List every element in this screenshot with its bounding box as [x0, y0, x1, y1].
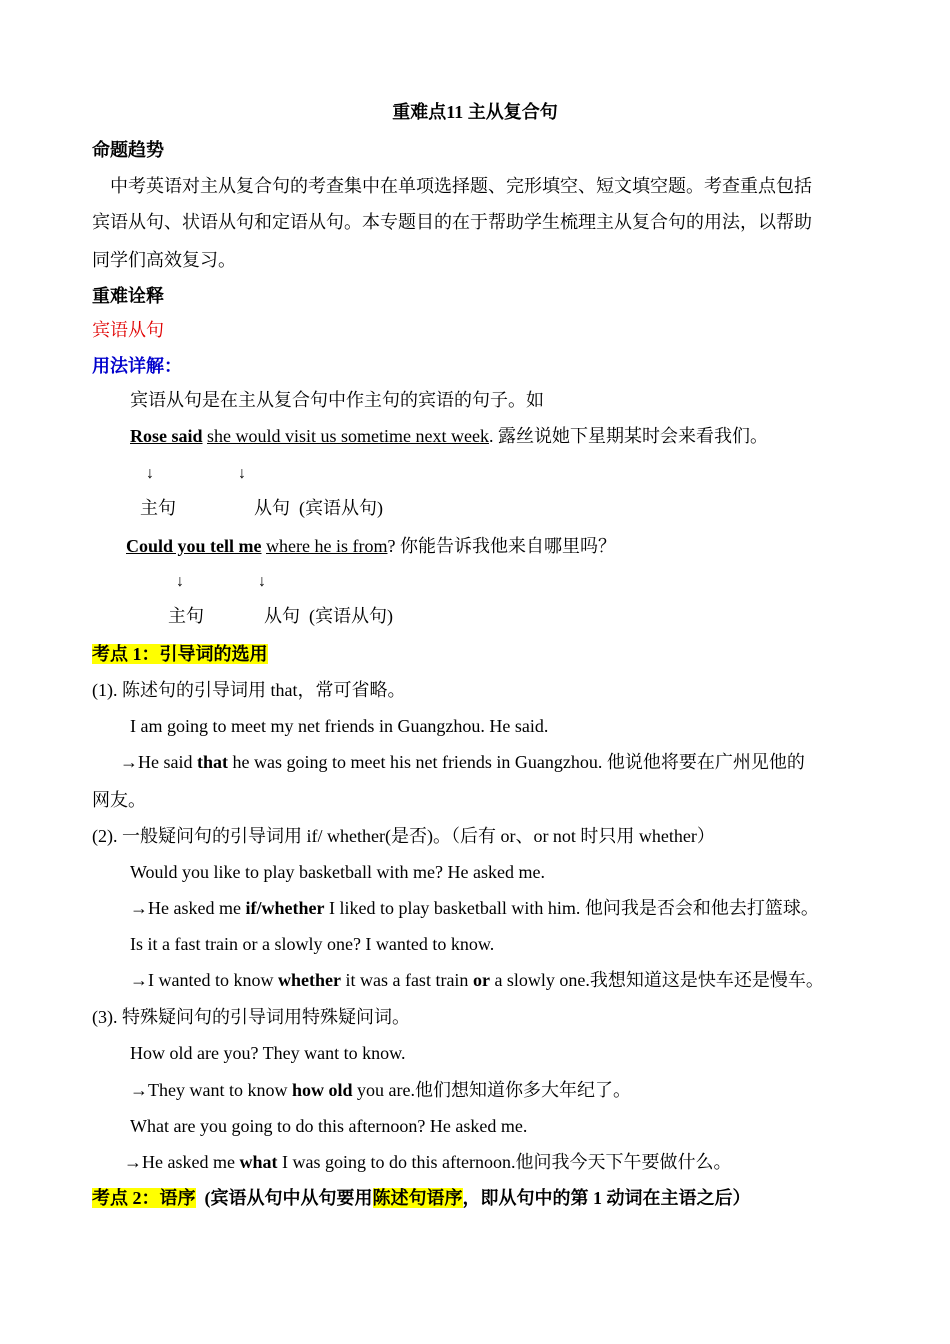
main-clause: Rose said [130, 426, 203, 446]
main-clause-label: 主句 [140, 498, 176, 518]
section-heading-trend: 命题趋势 [92, 140, 164, 160]
rule-3: (3). 特殊疑问句的引导词用特殊疑问词。 [92, 1007, 410, 1027]
rule-3-question-2: What are you going to do this afternoon? He asked me. [130, 1116, 528, 1136]
rule-3-answer: →They want to know how old you are.他们想知道你多大年纪了。 [130, 1080, 631, 1100]
object-clause: where he is from [266, 536, 388, 556]
down-arrow-icon: ↓ [238, 465, 246, 482]
trend-paragraph-line: 同学们高效复习。 [92, 250, 236, 270]
right-arrow-icon: → [120, 752, 138, 772]
rule-2-answer: →He asked me if/whether I liked to play basketball with him. 他问我是否会和他去打篮球。 [130, 898, 819, 918]
example-sentence-2 [126, 534, 616, 558]
rule-1-answer: →He said that he was going to meet his net friends in Guangzhou. 他说他将要在广州见他的 [120, 752, 805, 772]
section-heading-explain: 重难诠释 [92, 286, 164, 306]
rule-3-question: How old are you? They want to know. [130, 1043, 406, 1063]
trend-paragraph-line: 中考英语对主从复合句的考查集中在单项选择题、完形填空、短文填空题。考查重点包括 [110, 176, 812, 196]
rule-1: (1). 陈述句的引导词用 that，常可省略。 [92, 680, 406, 700]
point-1-heading: 考点 1：引导词的选用 [92, 644, 268, 664]
sub-clause-label: 从句 (宾语从句) [264, 606, 393, 626]
down-arrow-icon: ↓ [258, 573, 266, 590]
example-translation: . 露丝说她下星期某时会来看我们。 [488, 426, 768, 446]
object-clause: she would visit us sometime next week [207, 426, 489, 446]
main-clause: Could you tell me [126, 536, 262, 556]
rule-2: (2). 一般疑问句的引导词用 if/ whether(是否)。（后有 or、or not 时只用 whether） [92, 826, 715, 846]
right-arrow-icon: → [130, 1080, 148, 1100]
rule-2-question-2: Is it a fast train or a slowly one? I wanted to know. [130, 934, 495, 954]
main-clause-label: 主句 [168, 606, 204, 626]
rule-3-answer-2: →He asked me what I was going to do this afternoon.他问我今天下午要做什么。 [124, 1152, 732, 1172]
usage-heading: 用法详解： [92, 356, 182, 376]
example-sentence-1 [130, 424, 768, 448]
down-arrow-icon: ↓ [146, 465, 154, 482]
right-arrow-icon: → [130, 970, 148, 990]
rule-2-answer-2: →I wanted to know whether it was a fast train or a slowly one.我想知道这是快车还是慢车。 [130, 970, 824, 990]
down-arrow-icon: ↓ [176, 573, 184, 590]
rule-1-question: I am going to meet my net friends in Guangzhou. He said. [130, 716, 549, 736]
rule-1-answer-cont: 网友。 [92, 790, 146, 810]
usage-intro: 宾语从句是在主从复合句中作主句的宾语的句子。如 [130, 390, 544, 410]
rule-2-question: Would you like to play basketball with me? He asked me. [130, 862, 545, 882]
trend-paragraph-line: 宾语从句、状语从句和定语从句。本专题目的在于帮助学生梳理主从复合句的用法，以帮助 [92, 212, 812, 232]
right-arrow-icon: → [124, 1152, 142, 1172]
point-2-heading: 考点 2：语序 (宾语从句中从句要用陈述句语序，即从句中的第 1 动词在主语之后） [92, 1188, 751, 1208]
example-translation: ? 你能告诉我他来自哪里吗？ [387, 536, 616, 556]
sub-clause-label: 从句 (宾语从句) [254, 498, 383, 518]
page-title: 重难点11 主从复合句 [392, 102, 558, 122]
right-arrow-icon: → [130, 898, 148, 918]
subheading-object-clause: 宾语从句 [92, 320, 164, 340]
